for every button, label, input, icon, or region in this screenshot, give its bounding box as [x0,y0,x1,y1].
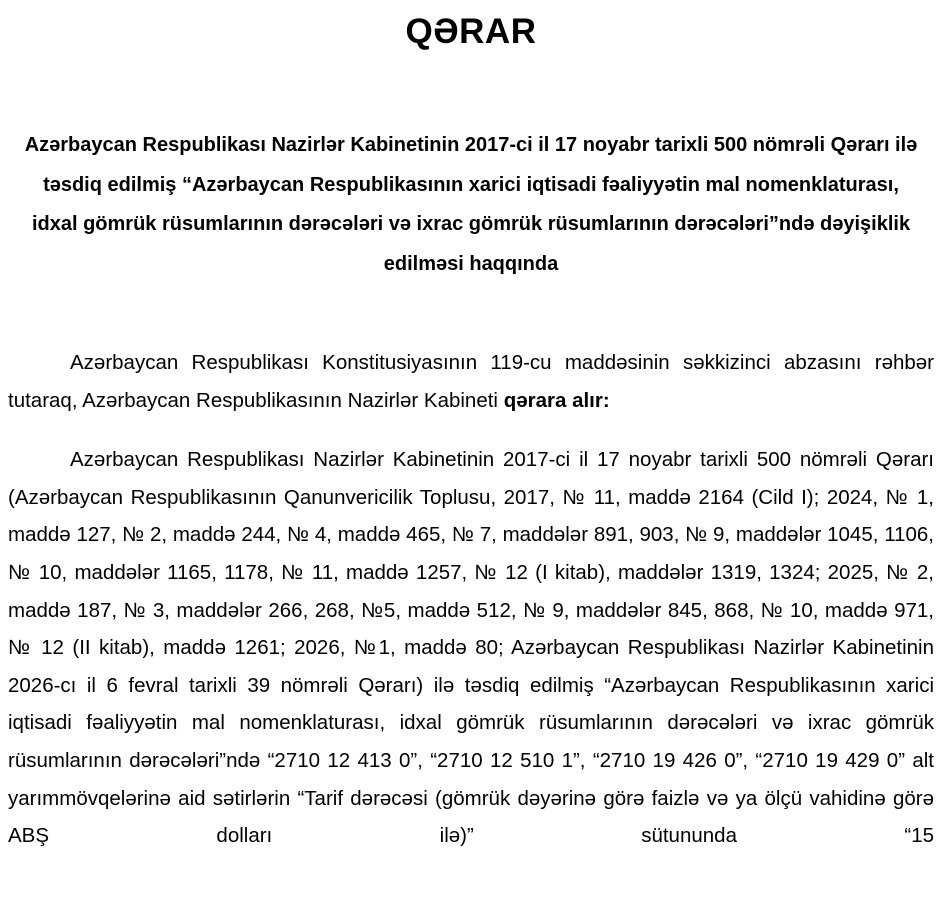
decision-main-paragraph: Azərbaycan Respublikası Nazirlər Kabinetinin 2017-ci il 17 noyabr tarixli 500 nömrəli Qərarı (Azərbaycan Respublikasının Qanunvericilik Toplusu, 2017, № 11, maddə 2164 (Cild I); 2024, № 1, maddə 127, № 2, maddə 244, № 4, maddə 465, № 7, maddələr 891, 903, № 9, maddələr 1045, 1106, № 10, maddələr 1165, 1178, № 11, maddə 1257, № 12 (I kitab), maddələr 1319, 1324; 2025, № 2, maddə 187, № 3, maddələr 266, 268, №5, maddə 512, № 9, maddələr 845, 868, № 10, maddə 971, № 12 (II kitab), maddə 1261; 2026, №1, maddə 80; Azərbaycan Respublikası Nazirlər Kabinetinin 2026-cı il 6 fevral tarixli 39 nömrəli Qərarı) ilə təsdiq edilmiş “Azərbaycan Respublikasının xarici iqtisadi fəaliyyətin mal nomenklaturası, idxal gömrük rüsumlarının dərəcələri və ixrac gömrük rüsumlarının dərəcələri”ndə “2710 12 413 0”, “2710 12 510 1”, “2710 19 426 0”, “2710 19 429 0” alt yarımmövqelərinə aid sətirlərin “Tarif dərəcəsi (gömrük dəyərinə görə faizlə və ya ölçü vahidinə görə ABŞ dolları ilə)” sütununda “15 [8,448,934,848]
decision-title: QƏRAR [405,12,537,51]
decision-resolution-phrase: qərara alır: [503,388,610,412]
decision-intro-text: Azərbaycan Respublikası Konstitusiyasının 119-cu maddəsinin səkkizinci abzasını rəhbər tutaraq, Azərbaycan Respublikasının Nazirlər Kabineti [8,351,934,412]
decision-intro-paragraph [8,344,934,419]
decision-subject: Azərbaycan Respublikası Nazirlər Kabinetinin 2017-ci il 17 noyabr tarixli 500 nömrəli Qərarı ilə təsdiq edilmiş “Azərbaycan Respublikasının xarici iqtisadi fəaliyyətin mal nomenklaturası, idxal gömrük rüsumlarının dərəcələri və ixrac gömrük rüsumlarının dərəcələri”ndə dəyişiklik edilməsi haqqında [24,134,918,275]
